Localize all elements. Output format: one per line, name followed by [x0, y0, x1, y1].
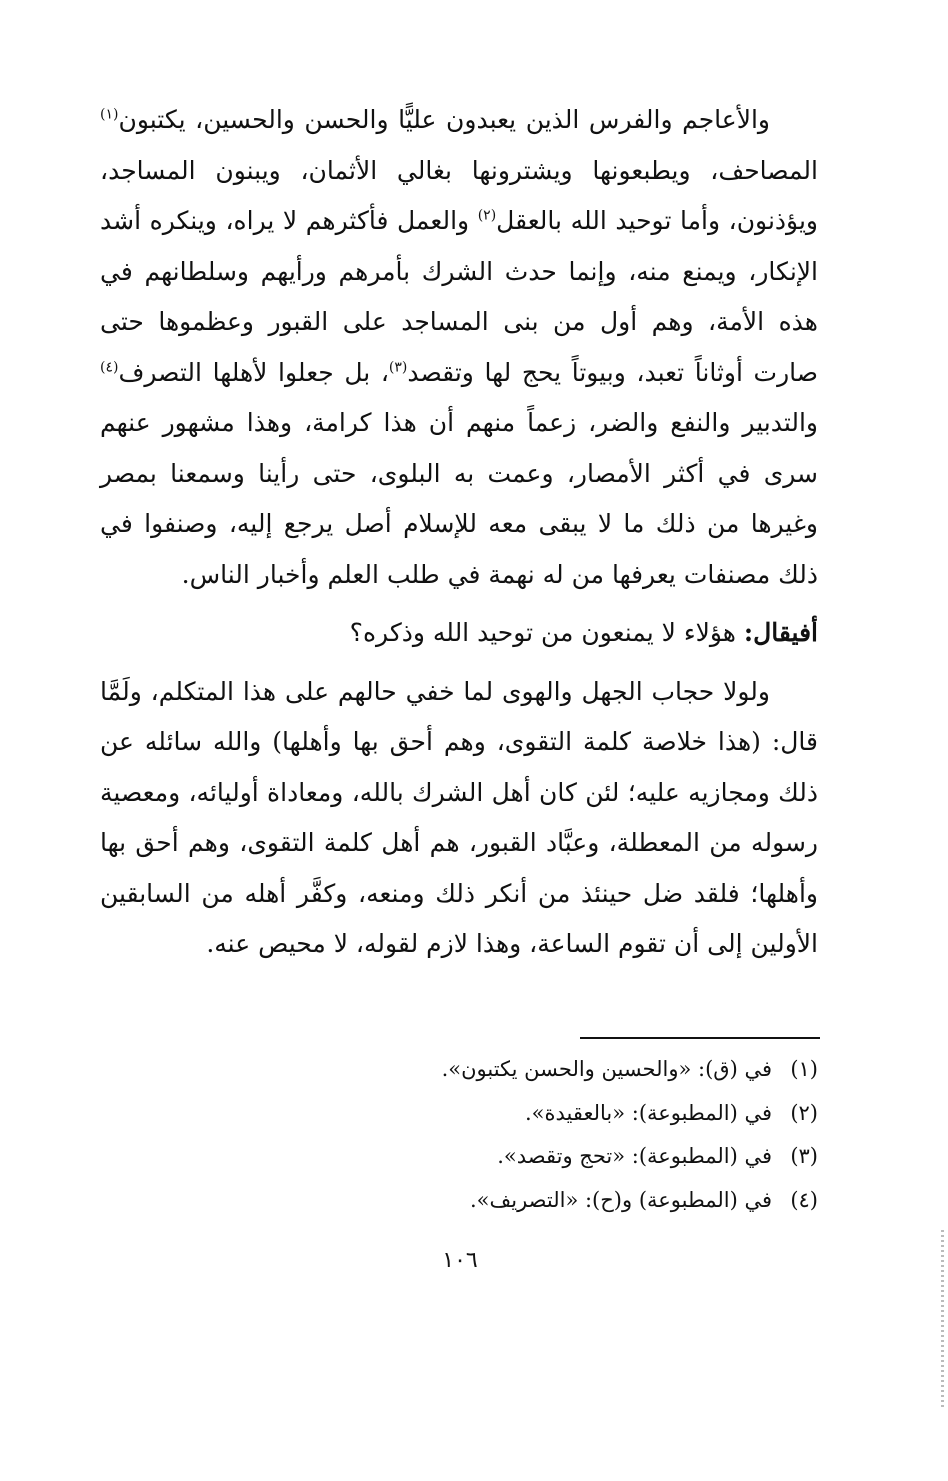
footnote-2: [100, 1092, 818, 1136]
p1-text-2: المصاحف، ويطبعونها ويشترونها بغالي الأثمان، ويبنون المساجد، ويؤذنون، وأما توحيد الله بالعقل: [100, 155, 819, 235]
page-number: ١٠٦: [442, 1248, 478, 1273]
p1-text-5: والتدبير والنفع والضر، زعماً منهم أن هذا كرامة، وهذا مشهور عنهم سرى في أكثر الأمصار، وعمت به البلوى، حتى رأينا وسمعنا بمصر وغيرها من ذلك ما لا يبقى معه للإسلام أصل يرجع إليه، وصنفوا في ذلك مصنفات يعرفها من له نهمة في طلب العلم وأخبار الناس.: [100, 408, 818, 589]
paragraph-3: ولولا حجاب الجهل والهوى لما خفي حالهم على هذا المتكلم، ولَمَّا قال: (هذا خلاصة كلمة التقوى، وهم أحق بها وأهلها) والله سائله عن ذلك ومجازيه عليه؛ لئن كان أهل الشرك بالله، ومعاداة أوليائه، ومعصية رسوله من المعطلة، وعبَّاد القبور، هم أهل كلمة التقوى، وهم أحق بها وأهلها؛ فلقد ضل حينئذ من أنكر ذلك ومنعه، وكفَّر أهله من السابقين الأولين إلى أن تقوم الساعة، وهذا لازم لقوله، لا محيص عنه.: [100, 676, 818, 958]
footnote-3: [100, 1135, 818, 1179]
footnote-number: (٤): [790, 1187, 818, 1212]
footnote-text: في (المطبوعة): «تحج وتقصد».: [497, 1144, 772, 1168]
footnote-ref-2[interactable]: (٢): [477, 207, 497, 224]
footnote-4: [100, 1179, 818, 1223]
footnote-text: في (ق): «والحسين والحسن يكتبون».: [441, 1057, 772, 1081]
footnote-number: (٣): [790, 1144, 818, 1168]
scan-edge-marks: [941, 1230, 944, 1410]
footnote-text: في (المطبوعة): «بالعقيدة».: [524, 1100, 772, 1125]
footnote-1: [100, 1048, 818, 1092]
footnote-text: في (المطبوعة) و(ح): «التصريف».: [469, 1187, 772, 1212]
footnote-number: (٢): [790, 1100, 818, 1125]
paragraph-1: [100, 95, 818, 600]
footnote-divider: [580, 1037, 820, 1039]
p1-text-4: ، بل جعلوا لأهلها التصرف: [118, 357, 389, 387]
footnote-ref-3[interactable]: (٣): [388, 359, 408, 376]
footnote-number: (١): [790, 1057, 818, 1081]
main-text: [100, 95, 818, 970]
p2-lead: أفيقال:: [743, 618, 818, 647]
footnotes: [100, 1048, 818, 1222]
p1-text-1: والأعاجم والفرس الذين يعبدون عليًّا والحسن والحسين، يكتبون: [118, 105, 770, 134]
footnote-ref-1[interactable]: (١): [100, 106, 119, 123]
p2-rest: هؤلاء لا يمنعون من توحيد الله وذكره؟: [349, 618, 744, 647]
paragraph-2: [100, 608, 818, 659]
footnote-ref-4[interactable]: (٤): [100, 359, 119, 376]
p1-text-3: والعمل فأكثرهم لا يراه، وينكره أشد الإنكار، ويمنع منه، وإنما حدث الشرك بأمرهم ورأيهم وسلطانهم في هذه الأمة، وهم أول من بنى المساجد على القبور وعظموها حتى صارت أوثاناً تعبد، وبيوتاً يحج لها وتقصد: [100, 206, 818, 387]
